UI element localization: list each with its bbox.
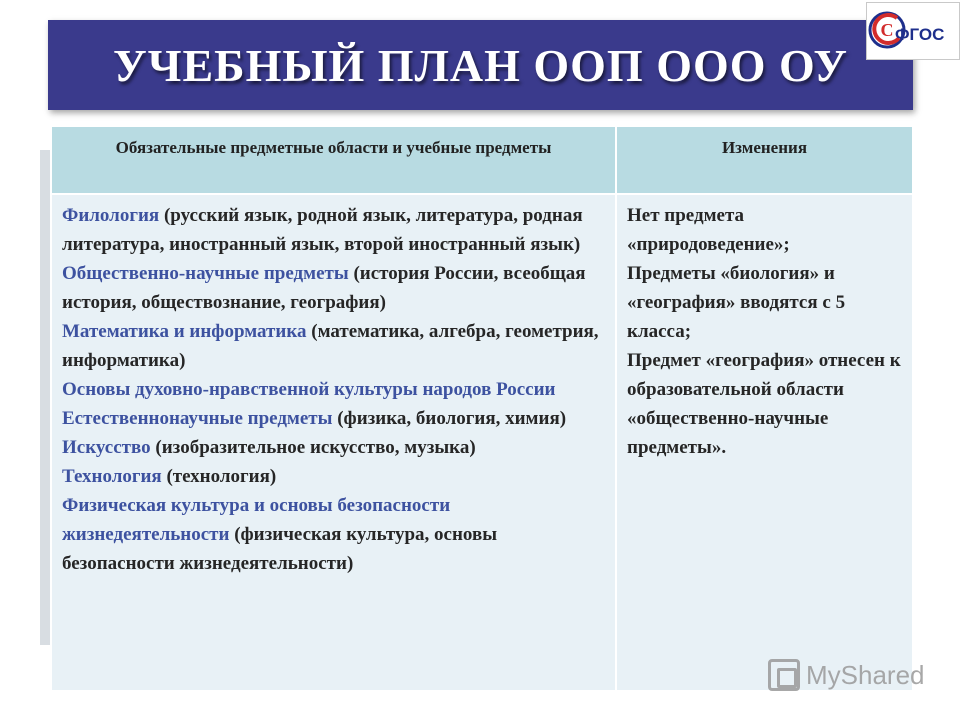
change-item: Предметы «биология» и «география» вводятся с 5 класса;	[627, 263, 846, 342]
subject-area-details: (история России, всеобщая история, обществознание, география)	[62, 263, 586, 313]
subject-area-details: (физическая культура, основы безопасности жизнедеятельности)	[62, 524, 498, 574]
subject-area-details: (математика, алгебра, геометрия, информатика)	[62, 321, 599, 371]
myshared-logo-icon	[768, 659, 800, 691]
subject-area-details: (русский язык, родной язык, литература, родная литература, иностранный язык, второй иностранный язык)	[62, 205, 583, 255]
header-changes: Изменения	[616, 126, 913, 194]
subject-area-details: (физика, биология, химия)	[332, 408, 567, 429]
subject-area-name: Филология	[62, 205, 160, 226]
subjects-cell	[51, 194, 616, 691]
myshared-watermark	[768, 655, 938, 695]
subject-area-name: Естественнонаучные предметы	[62, 408, 333, 429]
fgos-logo	[866, 2, 960, 60]
subject-area-item	[62, 317, 605, 375]
change-item: Предмет «география» отнесен к образовательной области «общественно-научные предметы».	[627, 350, 901, 458]
fgos-logo-text: ФГОС	[895, 25, 945, 44]
subject-area-item	[62, 462, 605, 491]
table-row	[51, 194, 913, 691]
table-header-row	[51, 126, 913, 194]
watermark-text: MyShared	[806, 659, 925, 690]
change-item: Нет предмета «природоведение»;	[627, 205, 790, 255]
title-banner	[48, 20, 913, 110]
subject-area-item	[62, 259, 605, 317]
subject-area-item	[62, 404, 605, 433]
subject-area-name: Общественно-научные предметы	[62, 263, 349, 284]
subject-area-name: Физическая культура и основы безопасности жизнедеятельности	[62, 495, 451, 545]
subject-area-item	[62, 375, 605, 404]
subject-area-details: (изобразительное искусство, музыка)	[150, 437, 476, 458]
subject-area-details: (технология)	[161, 466, 277, 487]
subject-area-name: Основы духовно-нравственной культуры народов России	[62, 379, 556, 400]
subject-area-name: Технология	[62, 466, 162, 487]
subject-area-name: Математика и информатика	[62, 321, 307, 342]
subject-area-item	[62, 433, 605, 462]
curriculum-table	[50, 125, 912, 692]
header-subjects: Обязательные предметные области и учебные предметы	[51, 126, 616, 194]
subject-area-name: Искусство	[62, 437, 151, 458]
subject-area-item	[62, 491, 605, 578]
page-title: УЧЕБНЫЙ ПЛАН ООП ООО ОУ	[112, 39, 849, 91]
svg-text:С: С	[880, 20, 894, 40]
subject-area-item	[62, 201, 605, 259]
changes-cell	[616, 194, 913, 691]
